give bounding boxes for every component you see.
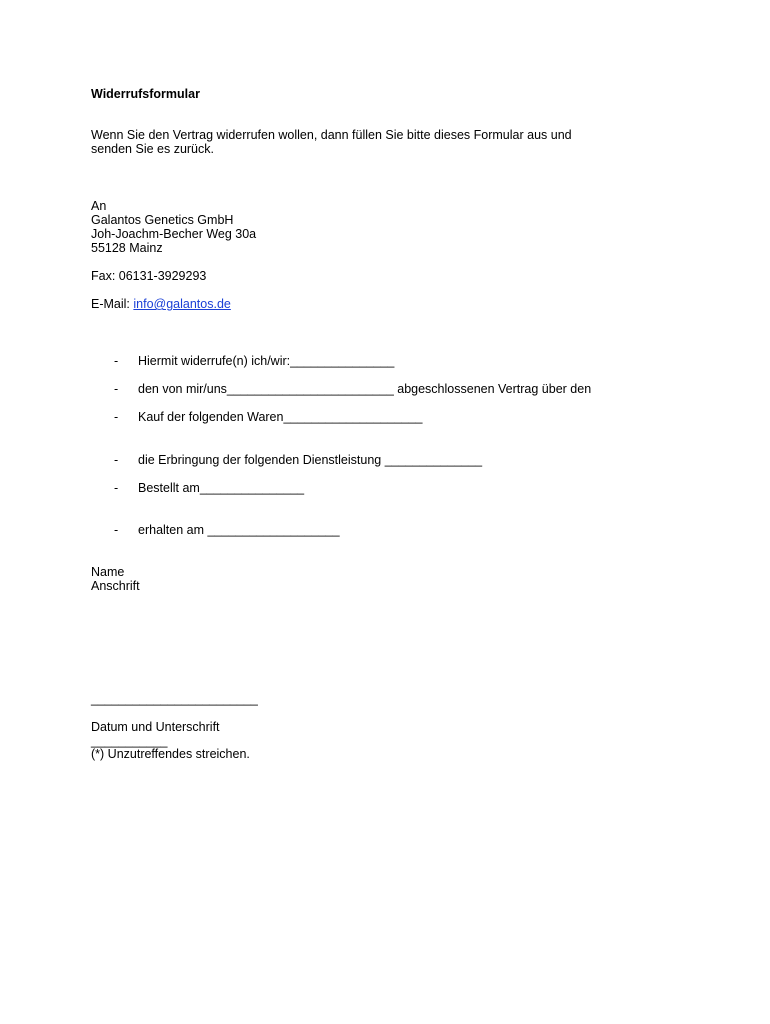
item-text: erhalten am ___________________ <box>138 523 340 537</box>
item-dash: - <box>114 453 119 467</box>
item-dash: - <box>114 523 119 537</box>
recipient-company: Galantos Genetics GmbH <box>91 213 234 227</box>
item-text: die Erbringung der folgenden Dienstleistung ______________ <box>138 453 483 467</box>
footnote-separator: ___________ <box>91 734 168 748</box>
item-dash: - <box>114 481 119 495</box>
form-title: Widerrufsformular <box>91 87 200 101</box>
item-text: Bestellt am_______________ <box>138 481 305 495</box>
recipient-city: 55128 Mainz <box>91 241 163 255</box>
name-label: Name <box>91 565 125 579</box>
recipient-label: An <box>91 199 107 213</box>
intro-line-2: senden Sie es zurück. <box>91 142 214 156</box>
email-label: E-Mail: <box>91 297 134 311</box>
item-dash: - <box>114 354 119 368</box>
fax-number: Fax: 06131-3929293 <box>91 269 207 283</box>
recipient-street: Joh-Joachm-Becher Weg 30a <box>91 227 257 241</box>
item-text: Hiermit widerrufe(n) ich/wir:_______________ <box>138 354 395 368</box>
signature-line: ________________________ <box>91 692 258 706</box>
email-line <box>91 297 231 311</box>
intro-line-1: Wenn Sie den Vertrag widerrufen wollen, dann füllen Sie bitte dieses Formular aus und <box>91 128 572 142</box>
address-label: Anschrift <box>91 579 140 593</box>
item-text: Kauf der folgenden Waren____________________ <box>138 410 423 424</box>
item-dash: - <box>114 382 119 396</box>
email-link[interactable]: info@galantos.de <box>133 297 231 311</box>
footnote-text: (*) Unzutreffendes streichen. <box>91 747 250 761</box>
item-dash: - <box>114 410 119 424</box>
signature-label: Datum und Unterschrift <box>91 720 220 734</box>
item-text: den von mir/uns________________________ abgeschlossenen Vertrag über den <box>138 382 592 396</box>
